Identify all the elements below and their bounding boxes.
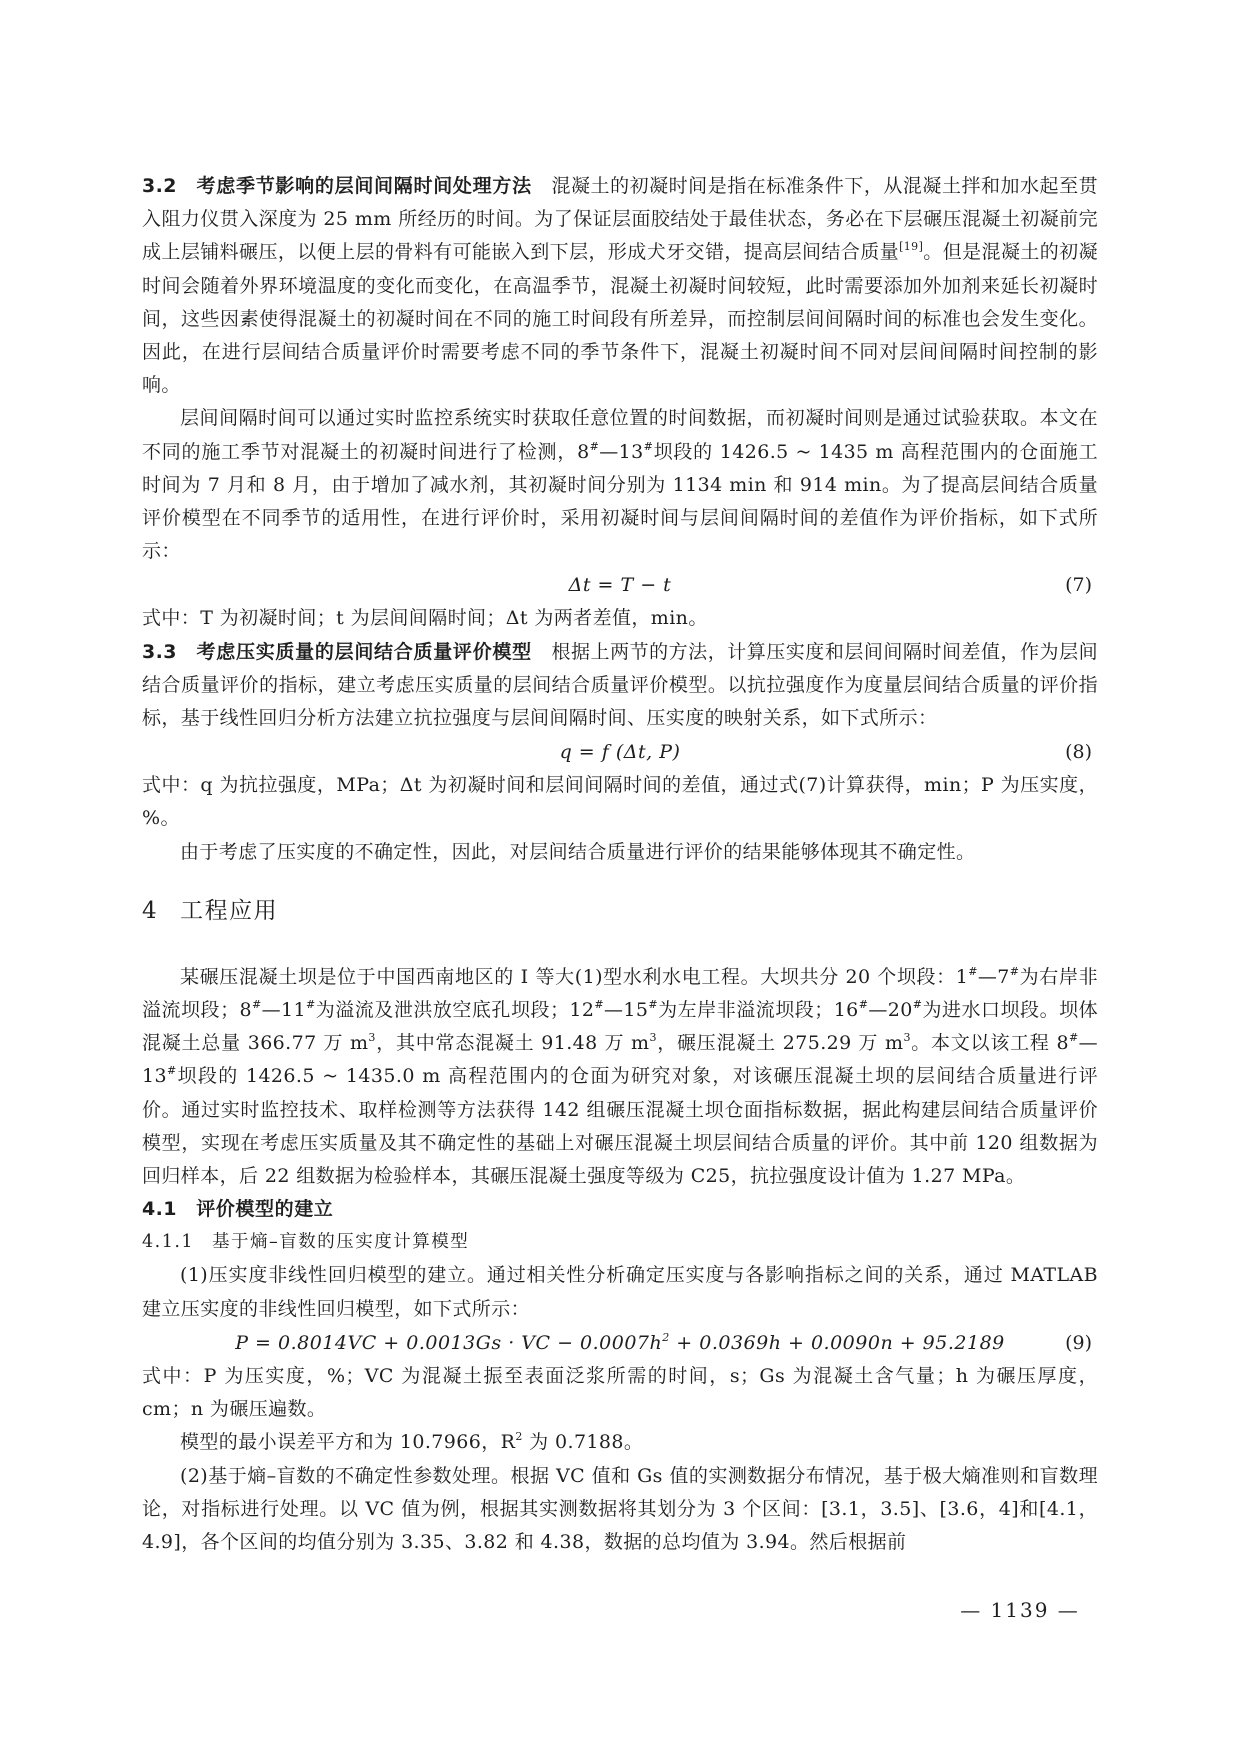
- paragraph-regression: (1)压实度非线性回归模型的建立。通过相关性分析确定压实度与各影响指标之间的关系，通过 MATLAB 建立压实度的非线性回归模型，如下式所示：: [142, 1264, 1098, 1320]
- paragraph-3-3: [142, 636, 1098, 736]
- superscript: 3: [903, 1031, 911, 1045]
- equation-number: (8): [1065, 741, 1092, 764]
- superscript: #: [912, 998, 923, 1012]
- paragraph-text: 坝段的 1426.5 ~ 1435 m 高程范围内的仓面施工时间为 7 月和 8 月，由于增加了减水剂，其初凝时间分别为 1134 min 和 914 min。为了提高层间结合质量评价模型在不同季节的适用性，在进行评价时，采用初凝时间与层间间隔时间的差值作为评价指标，如下式所示：: [142, 440, 1098, 563]
- paragraph-text: 混凝土的初凝时间是指在标准条件下，从混凝土拌和加水起至贯入阻力仪贯入深度为 25 mm 所经历的时间。为了保证层面胶结处于最佳状态，务必在下层碾压混凝土初凝前完成上层铺料碾压，以便上层的骨料有可能嵌入到下层，形成犬牙交错，提高层间结合质量: [142, 175, 1098, 264]
- paragraph-text: 层间间隔时间可以通过实时监控系统实时获取任意位置的时间数据，而初凝时间则是通过试验获取。本文在不同的施工季节对混凝土的初凝时间进行了检测，8: [142, 407, 1098, 463]
- section-title: 工程应用: [180, 897, 279, 924]
- section-title: 考虑压实质量的层间结合质量评价模型: [196, 640, 532, 663]
- equation-number: (7): [1065, 574, 1092, 597]
- superscript: #: [251, 998, 262, 1012]
- section-title: 基于熵–盲数的压实度计算模型: [212, 1232, 470, 1253]
- section-heading-4-1: [142, 1193, 1098, 1226]
- paragraph-text: —20: [868, 999, 913, 1022]
- superscript: 3: [368, 1031, 376, 1045]
- paragraph-text: 为左岸非溢流坝段；16: [658, 999, 859, 1022]
- superscript: 3: [649, 1031, 657, 1045]
- superscript: #: [643, 439, 654, 453]
- paragraph-setting-time: [142, 402, 1098, 568]
- paragraph-text: 为 0.7188。: [522, 1431, 644, 1454]
- paragraph-3-2: [142, 170, 1098, 402]
- paragraph-text: 根据上两节的方法，计算压实度和层间间隔时间差值，作为层间结合质量评价的指标，建立考虑压实质量的层间结合质量评价模型。以抗拉强度作为度量层间结合质量的评价指标，基于线性回归分析方法建立抗拉强度与层间间隔时间、压实度的映射关系，如下式所示：: [142, 640, 1098, 730]
- paragraph-text: —11: [261, 999, 306, 1022]
- paragraph-text: 坝段的 1426.5 ~ 1435.0 m 高程范围内的仓面为研究对象，对该碾压混凝土坝的层间结合质量进行评价。通过实时监控技术、取样检测等方法获得 142 组碾压混凝土坝仓面指标数据，据此构建层间结合质量评价模型，实现在考虑压实质量及其不确定性的基础上对碾压混凝土坝层间结合质量的评价。其中前 120 组数据为回归样本，后 22 组数据为检验样本，其碾压混凝土强度等级为 C25，抗拉强度设计值为 1.27 MPa。: [142, 1065, 1098, 1188]
- paragraph-text: 。但是混凝土的初凝时间会随着外界环境温度的变化而变化，在高温季节，混凝土初凝时间较短，此时需要添加外加剂来延长初凝时间，这些因素使得混凝土的初凝时间在不同的施工时间段有所差异，而控制层间间隔时间的标准也会发生变化。因此，在进行层间结合质量评价时需要考虑不同的季节条件下，混凝土初凝时间不同对层间间隔时间控制的影响。: [142, 241, 1098, 397]
- superscript: #: [648, 998, 659, 1012]
- superscript: #: [1068, 1031, 1079, 1045]
- paragraph-text: 为右岸非溢流坝段；8: [142, 965, 1099, 1022]
- paragraph-text: —15: [604, 999, 649, 1022]
- paragraph-text: —13: [599, 440, 644, 463]
- section-title: 评价模型的建立: [196, 1198, 334, 1221]
- paragraph-entropy: (2)基于熵–盲数的不确定性参数处理。根据 VC 值和 Gs 值的实测数据分布情况，基于极大熵准则和盲数理论，对指标进行处理。以 VC 值为例，根据其实测数据将其划分为 3 个区间：[3.1，3.5]、[3.6，4]和[4.1，4.9]，各个区间的均值分别为 3.35、3.82 和 4.38，数据的总均值为 3.94。然后根据前: [142, 1464, 1098, 1553]
- equation-7: [142, 568, 1098, 602]
- superscript: #: [589, 439, 600, 453]
- equation-body: [142, 1326, 1098, 1360]
- superscript: #: [968, 964, 978, 978]
- equation-8-where: 式中：q 为抗拉强度，MPa；Δt 为初凝时间和层间间隔时间的差值，通过式(7)计算获得，min；P 为压实度，%。: [142, 774, 1098, 830]
- paragraph-text: ，其中常态混凝土 91.48 万 m: [375, 1032, 650, 1055]
- section-heading-4: [142, 891, 1098, 931]
- section-heading-4-1-1: [142, 1226, 1098, 1259]
- section-number: 4: [142, 897, 159, 924]
- equation-part: + 0.0369h + 0.0090n + 95.2189: [669, 1331, 1005, 1354]
- paragraph-text: 为溢流及泄洪放空底孔坝段；12: [315, 999, 595, 1022]
- superscript: #: [306, 998, 316, 1012]
- superscript: #: [1009, 964, 1020, 978]
- equation-9: [142, 1326, 1098, 1360]
- paragraph-text: 某碾压混凝土坝是位于中国西南地区的 Ⅰ 等大(1)型水利水电工程。大坝共分 20 个坝段：1: [180, 965, 969, 988]
- paragraph-text: 模型的最小误差平方和为 10.7966，R: [180, 1431, 516, 1454]
- superscript: #: [858, 998, 869, 1012]
- section-number: 3.2: [142, 175, 177, 197]
- section-number: 3.3: [142, 640, 177, 663]
- paragraph-text: ，碾压混凝土 275.29 万 m: [656, 1032, 904, 1055]
- superscript: 2: [515, 1430, 523, 1444]
- equation-9-where: 式中：P 为压实度，%；VC 为混凝土振至表面泛浆所需的时间，s；Gs 为混凝土含气量；h 为碾压厚度，cm；n 为碾压遍数。: [142, 1364, 1098, 1421]
- page-number: — 1139 —: [960, 1598, 1080, 1622]
- equation-body: q = f (Δt, P): [559, 741, 681, 764]
- section-number: 4.1.1: [142, 1232, 195, 1253]
- paragraph-uncertainty: 由于考虑了压实度的不确定性，因此，对层间结合质量进行评价的结果能够体现其不确定性。: [180, 840, 976, 863]
- superscript: #: [166, 1064, 177, 1078]
- superscript: #: [594, 998, 604, 1012]
- citation: [19]: [899, 240, 924, 254]
- paragraph-project: [142, 961, 1098, 1193]
- paragraph-model-error: [142, 1426, 1098, 1459]
- paragraph-text: 。本文以该工程 8: [910, 1032, 1069, 1055]
- equation-7-where: 式中：T 为初凝时间；t 为层间间隔时间；Δt 为两者差值，min。: [142, 607, 708, 630]
- equation-8: [142, 735, 1098, 769]
- paragraph-text: —13: [142, 1032, 1098, 1088]
- paragraph-text: —7: [977, 965, 1010, 988]
- section-number: 4.1: [142, 1198, 177, 1221]
- page-body: [142, 170, 1098, 1559]
- equation-body: Δt = T − t: [568, 574, 672, 597]
- superscript: 2: [662, 1330, 670, 1344]
- paragraph-text: 为进水口坝段。坝体混凝土总量 366.77 万 m: [142, 999, 1099, 1055]
- equation-number: (9): [1065, 1331, 1092, 1354]
- section-title: 考虑季节影响的层间间隔时间处理方法: [196, 175, 532, 197]
- equation-part: P = 0.8014VC + 0.0013Gs · VC − 0.0007h: [235, 1331, 663, 1354]
